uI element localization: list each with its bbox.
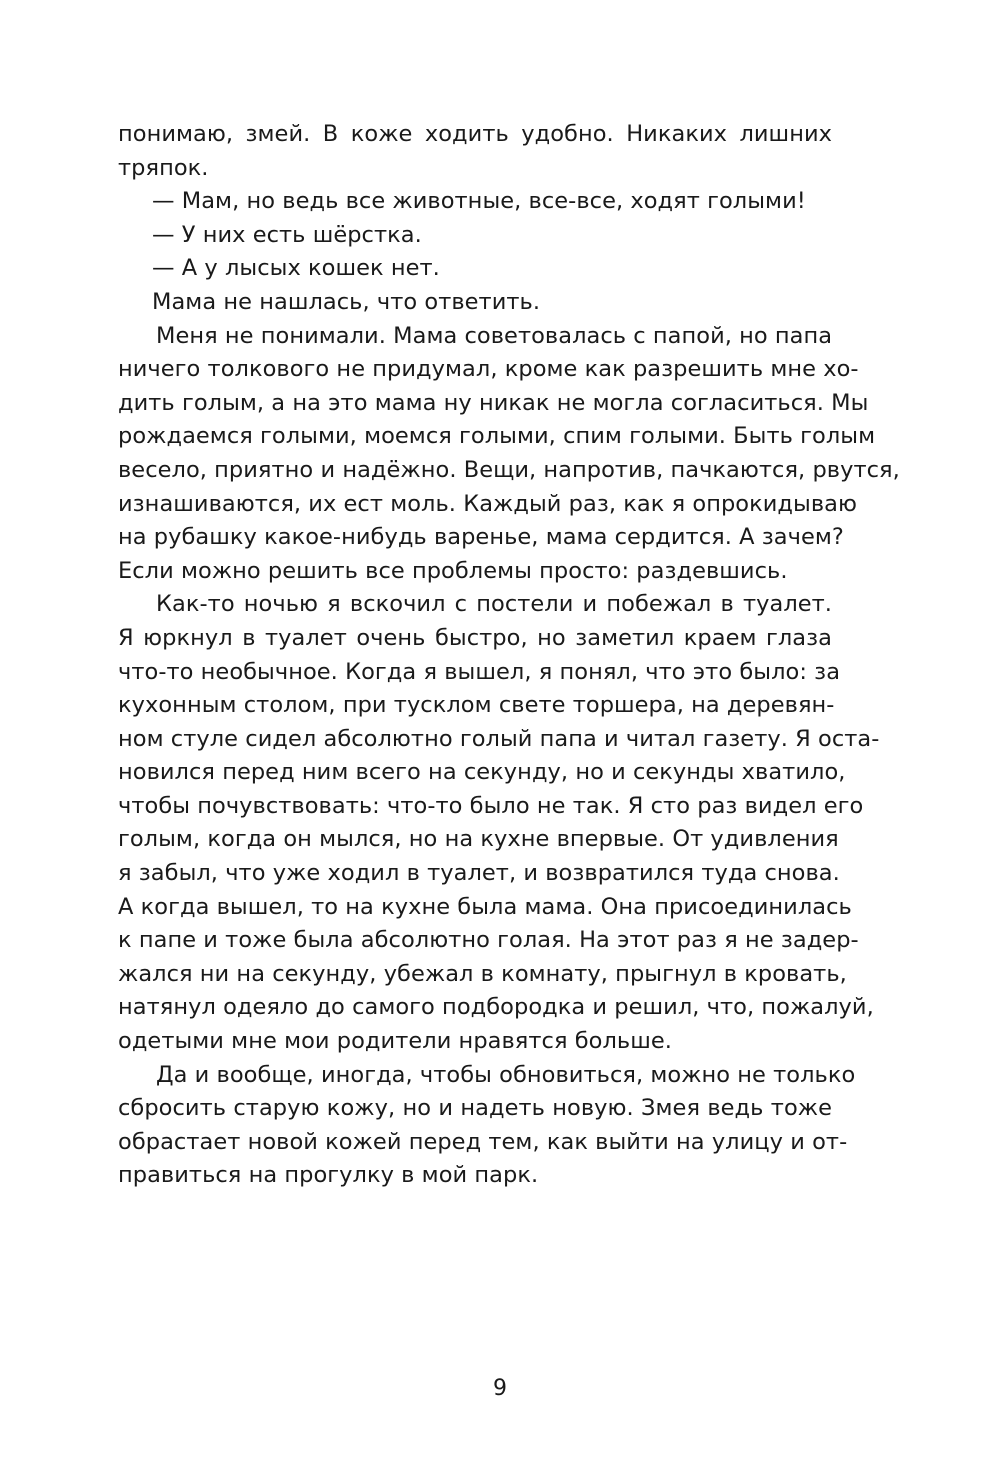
text-line: весело, приятно и надёжно. Вещи, напротив, пачкаются, рвутся, [118, 456, 900, 483]
paragraph-line: Мама не нашлась, что ответить. [152, 288, 541, 315]
text-line: ничего толкового не придумал, кроме как разрешить мне хо- [118, 356, 859, 383]
text-line: одетыми мне мои родители нравятся больше. [118, 1028, 672, 1055]
dialogue-line: — Мам, но ведь все животные, все-все, ходят голыми! [152, 188, 806, 215]
body-text [118, 118, 900, 1193]
paragraph-first-line: Меня не понимали. Мама советовалась с папой, но папа [156, 322, 833, 349]
text-line: Я юркнул в туалет очень быстро, но заметил краем глаза [118, 624, 832, 651]
text-line: тряпок. [118, 154, 209, 181]
paragraph-first-line: Как-то ночью я вскочил с постели и побежал в туалет. [156, 591, 832, 618]
text-line: обрастает новой кожей перед тем, как выйти на улицу и от- [118, 1128, 848, 1155]
text-line: что-то необычное. Когда я вышел, я понял, что это было: за [118, 658, 841, 685]
dialogue-line: — А у лысых кошек нет. [152, 255, 440, 282]
text-line: новился перед ним всего на секунду, но и секунды хватило, [118, 759, 846, 786]
text-line: жался ни на секунду, убежал в комнату, прыгнул в кровать, [118, 960, 847, 987]
text-line: к папе и тоже была абсолютно голая. На этот раз я не задер- [118, 927, 859, 954]
text-line: на рубашку какое-нибудь варенье, мама сердится. А зачем? [118, 524, 844, 551]
text-line: кухонным столом, при тусклом свете торшера, на деревян- [118, 692, 835, 719]
dialogue-line: — У них есть шёрстка. [152, 221, 422, 248]
text-line: сбросить старую кожу, но и надеть новую. Змея ведь тоже [118, 1095, 832, 1122]
text-line: я забыл, что уже ходил в туалет, и возвратился туда снова. [118, 860, 840, 887]
paragraph-first-line: Да и вообще, иногда, чтобы обновиться, можно не только [156, 1061, 856, 1088]
text-line: натянул одеяло до самого подбородка и решил, что, пожалуй, [118, 994, 874, 1021]
text-line: правиться на прогулку в мой парк. [118, 1162, 539, 1189]
text-line: голым, когда он мылся, но на кухне впервые. От удивления [118, 826, 839, 853]
text-line: чтобы почувствовать: что-то было не так. Я сто раз видел его [118, 792, 864, 819]
text-line: А когда вышел, то на кухне была мама. Она присоединилась [118, 893, 852, 920]
text-line: изнашиваются, их ест моль. Каждый раз, как я опрокидываю [118, 490, 857, 517]
text-line: ном стуле сидел абсолютно голый папа и читал газету. Я оста- [118, 725, 880, 752]
text-line: понимаю, змей. В коже ходить удобно. Никаких лишних [118, 121, 832, 147]
text-line: дить голым, а на это мама ну никак не могла согласиться. Мы [118, 389, 869, 416]
page-number: 9 [493, 1376, 507, 1401]
text-line: рождаемся голыми, моемся голыми, спим голыми. Быть голым [118, 423, 876, 450]
text-line: Если можно решить все проблемы просто: раздевшись. [118, 557, 788, 584]
